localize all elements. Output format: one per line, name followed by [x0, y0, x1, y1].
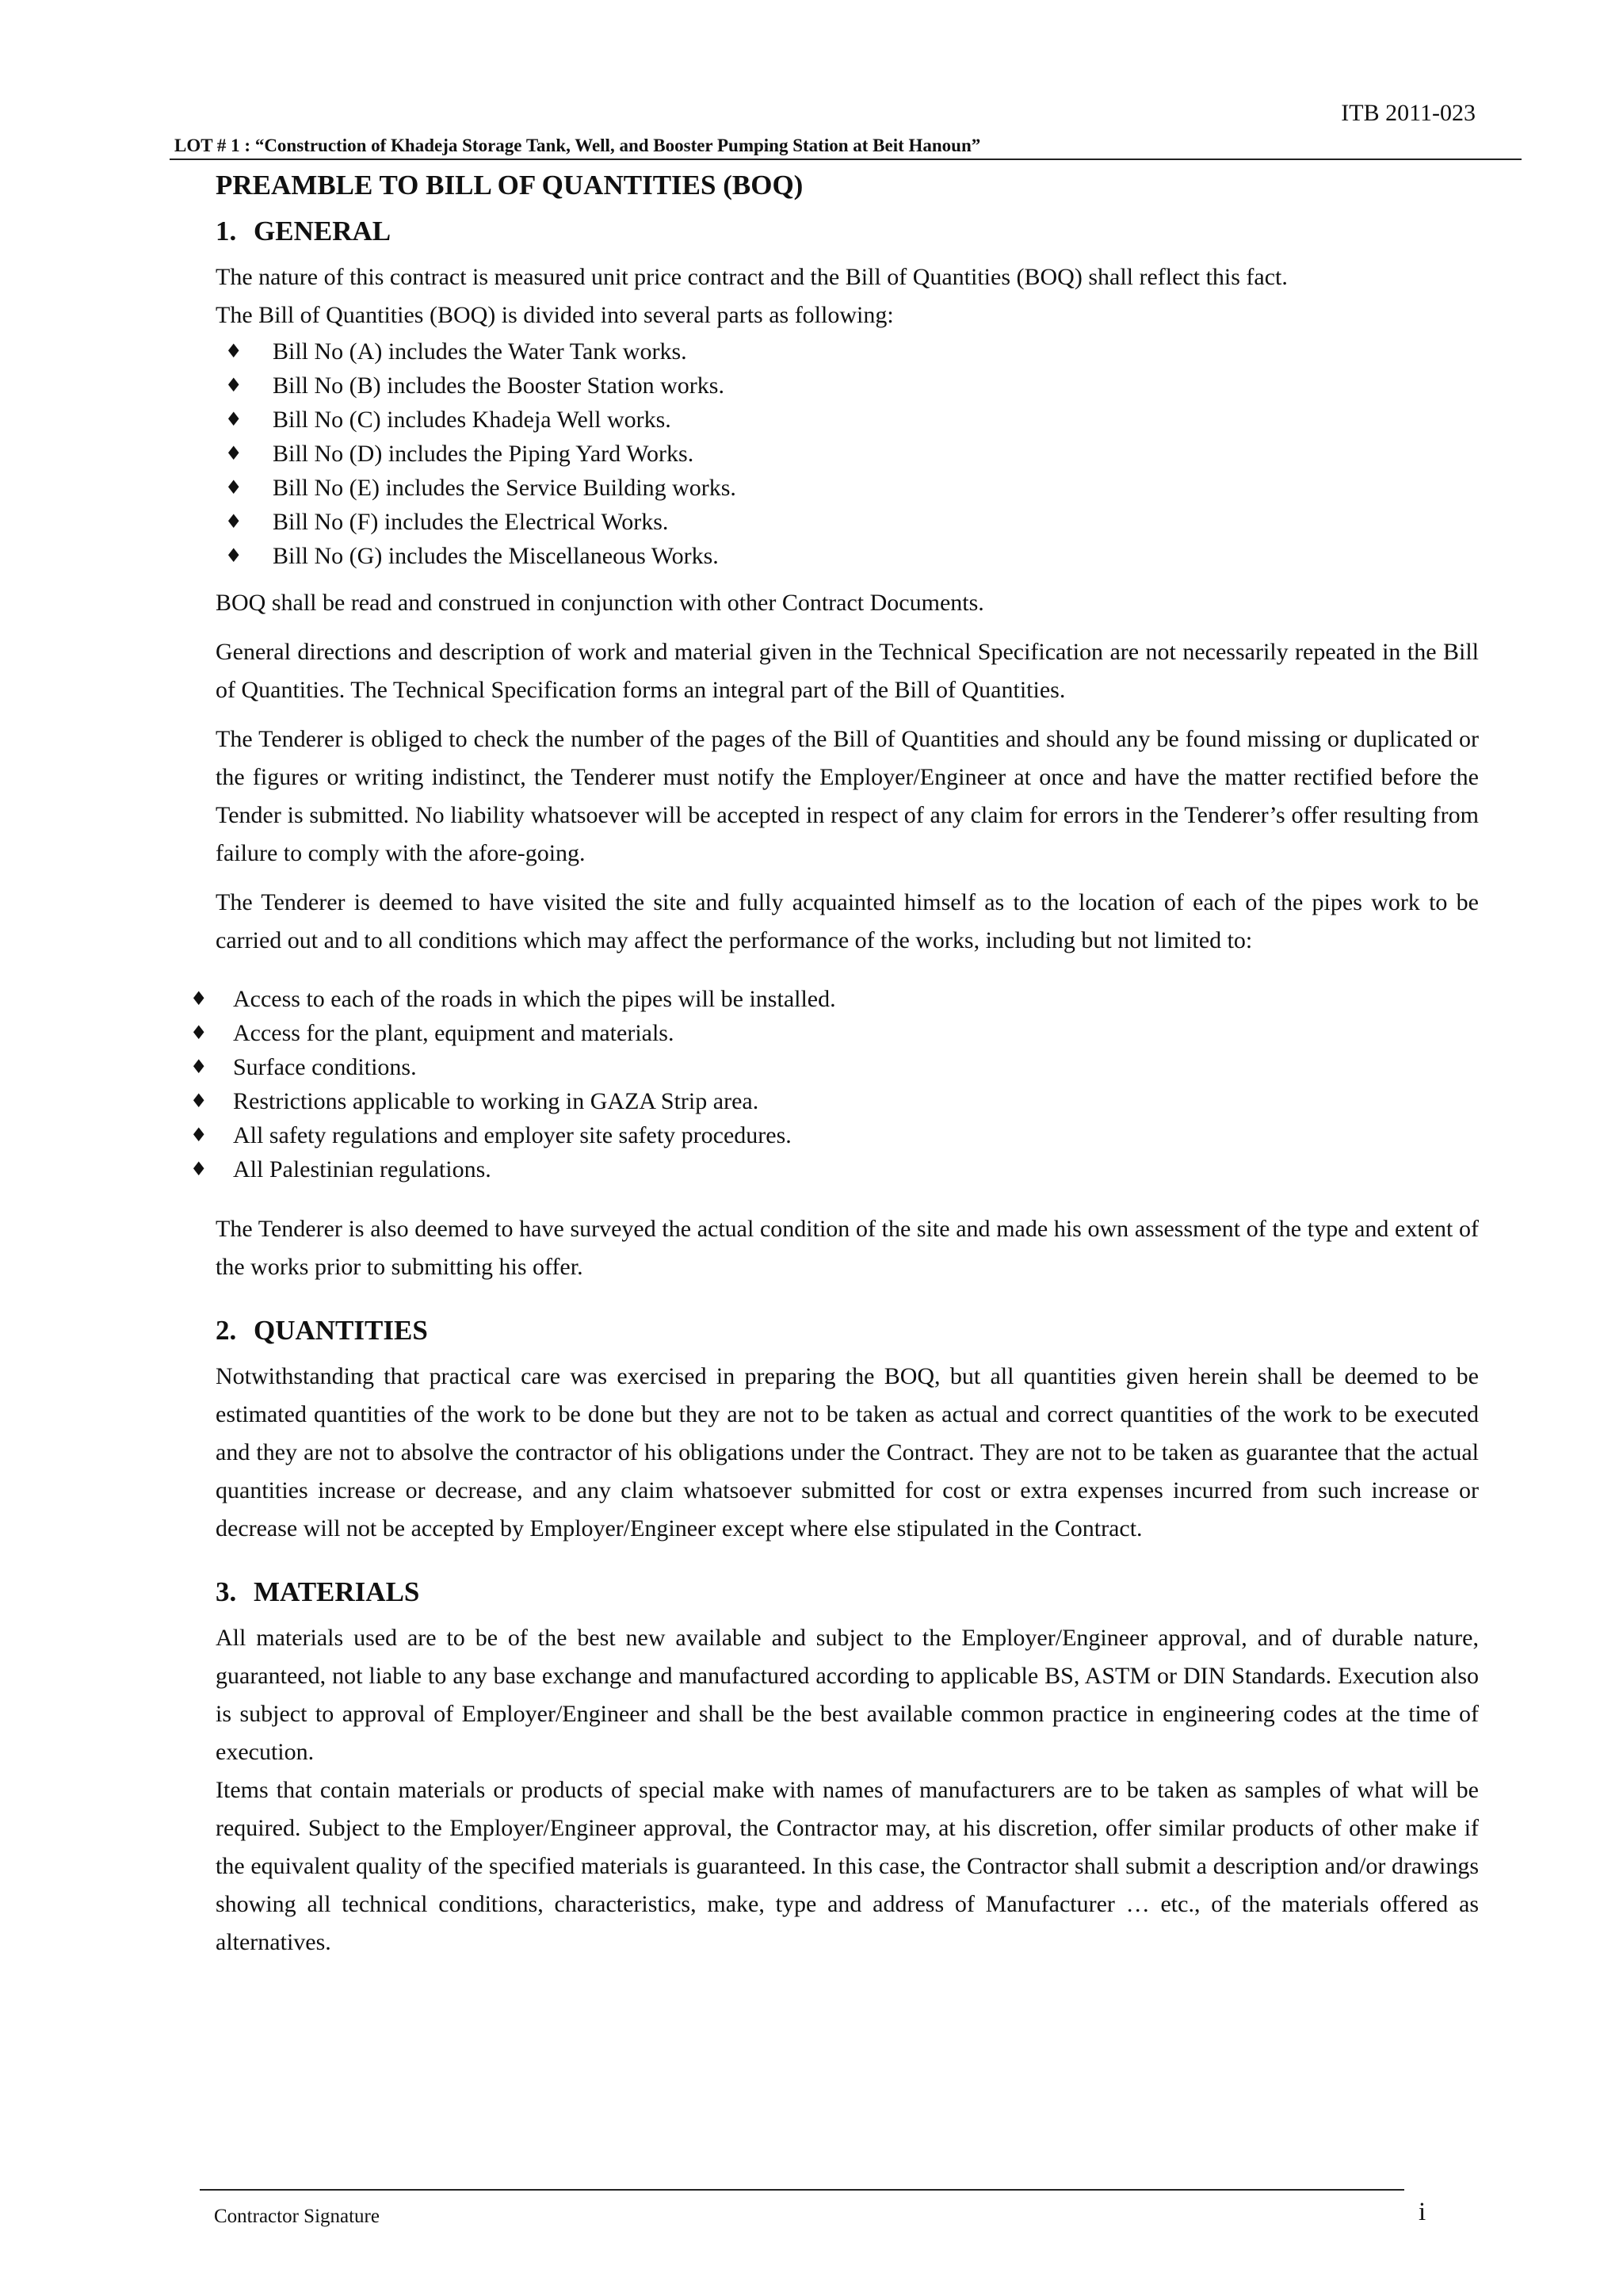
section-heading-quantities: [216, 1313, 1479, 1348]
list-item: ♦ Access to each of the roads in which the pipes will be installed.: [190, 982, 1479, 1016]
section-number: 2.: [216, 1315, 237, 1346]
list-item: ♦ Restrictions applicable to working in GAZA Strip area.: [190, 1084, 1479, 1118]
diamond-bullet-icon: ♦: [225, 340, 242, 362]
section-number: 3.: [216, 1576, 237, 1607]
section-title: MATERIALS: [254, 1576, 420, 1607]
itb-number: ITB 2011-023: [1341, 100, 1476, 126]
page-number: i: [1419, 2198, 1426, 2226]
list-item: ♦ Surface conditions.: [190, 1050, 1479, 1084]
header-divider: [170, 159, 1522, 160]
materials-paragraph-2: Items that contain materials or products of special make with names of manufacturers are to be taken as samples of what will be required. Subject to the Employer/Engineer approval, the Contractor may, at his discretion, offer similar products of other make if the equivalent quality of the specified materials is guaranteed. In this case, the Contractor shall submit a description and/or drawings showing all technical conditions, characteristics, make, type and address of Manufacturer … etc., of the materials offered as alternatives.: [216, 1777, 1479, 1955]
list-item: ♦ All Palestinian regulations.: [190, 1152, 1479, 1186]
section-title: QUANTITIES: [254, 1315, 428, 1346]
diamond-bullet-icon: ♦: [225, 374, 242, 396]
section-heading-general: [216, 214, 1479, 249]
diamond-bullet-icon: ♦: [225, 408, 242, 430]
list-item: ♦ All safety regulations and employer site safety procedures.: [190, 1118, 1479, 1152]
general-paragraph-5: The Tenderer is also deemed to have surveyed the actual condition of the site and made his own assessment of the type and extent of the works prior to submitting his offer.: [216, 1216, 1479, 1280]
diamond-bullet-icon: ♦: [190, 988, 208, 1010]
diamond-bullet-icon: ♦: [190, 1022, 208, 1044]
section-title: GENERAL: [254, 216, 391, 246]
diamond-bullet-icon: ♦: [225, 510, 242, 533]
list-item: ♦ Bill No (E) includes the Service Building works.: [216, 471, 1479, 505]
conditions-list: [190, 982, 1479, 1186]
general-intro-2: The Bill of Quantities (BOQ) is divided into several parts as following:: [216, 302, 894, 328]
diamond-bullet-icon: ♦: [225, 476, 242, 499]
list-item: ♦ Bill No (C) includes Khadeja Well works.: [216, 403, 1479, 437]
diamond-bullet-icon: ♦: [225, 544, 242, 567]
section-number: 1.: [216, 216, 237, 246]
quantities-paragraph-1: Notwithstanding that practical care was exercised in preparing the BOQ, but all quantities given herein shall be deemed to be estimated quantities of the work to be done but they are not to be taken as actual and correct quantities of the work to be executed and they are not to absolve the contractor of his obligations under the Contract. They are not to be taken as guarantee that the actual quantities increase or decrease, and any claim whatsoever submitted for cost or extra expenses incurred from such increase or decrease will not be accepted by Employer/Engineer except where else stipulated in the Contract.: [216, 1363, 1479, 1541]
list-item: ♦ Bill No (B) includes the Booster Station works.: [216, 369, 1479, 403]
list-item: ♦ Bill No (G) includes the Miscellaneous Works.: [216, 539, 1479, 573]
general-intro-1: The nature of this contract is measured unit price contract and the Bill of Quantities (BOQ) shall reflect this fact.: [216, 264, 1288, 290]
diamond-bullet-icon: ♦: [190, 1056, 208, 1078]
footer-divider: [200, 2189, 1404, 2191]
diamond-bullet-icon: ♦: [225, 442, 242, 464]
document-body: [190, 168, 1479, 1962]
materials-paragraph-1: All materials used are to be of the best new available and subject to the Employer/Engineer approval, and of durable nature, guaranteed, not liable to any base exchange and manufactured according to applicable BS, ASTM or DIN Standards. Execution also is subject to approval of Employer/Engineer and shall be the best available common practice in engineering codes at the time of execution.: [216, 1625, 1479, 1765]
lot-title: LOT # 1 : “Construction of Khadeja Storage Tank, Well, and Booster Pumping Station at Beit Hanoun”: [174, 136, 981, 155]
contractor-signature-label: Contractor Signature: [214, 2206, 380, 2227]
list-item: ♦ Access for the plant, equipment and materials.: [190, 1016, 1479, 1050]
general-paragraph-4: The Tenderer is deemed to have visited the site and fully acquainted himself as to the location of each of the pipes work to be carried out and to all conditions which may affect the performance of the works, including but not limited to:: [216, 889, 1479, 953]
section-heading-materials: [216, 1575, 1479, 1610]
general-paragraph-1: BOQ shall be read and construed in conjunction with other Contract Documents.: [216, 590, 984, 616]
list-item: ♦ Bill No (F) includes the Electrical Works.: [216, 505, 1479, 539]
diamond-bullet-icon: ♦: [190, 1090, 208, 1112]
general-paragraph-3: The Tenderer is obliged to check the number of the pages of the Bill of Quantities and should any be found missing or duplicated or the figures or writing indistinct, the Tenderer must notify the Employer/Engineer at once and have the matter rectified before the Tender is submitted. No liability whatsoever will be accepted in respect of any claim for errors in the Tenderer’s offer resulting from failure to comply with the afore-going.: [216, 726, 1479, 866]
diamond-bullet-icon: ♦: [190, 1124, 208, 1146]
general-paragraph-2: General directions and description of work and material given in the Technical Specification are not necessarily repeated in the Bill of Quantities. The Technical Specification forms an integral part of the Bill of Quantities.: [216, 639, 1479, 703]
list-item: ♦ Bill No (A) includes the Water Tank works.: [216, 334, 1479, 369]
list-item: ♦ Bill No (D) includes the Piping Yard Works.: [216, 437, 1479, 471]
diamond-bullet-icon: ♦: [190, 1158, 208, 1180]
page-title: PREAMBLE TO BILL OF QUANTITIES (BOQ): [216, 170, 804, 201]
bills-list: [216, 334, 1479, 573]
